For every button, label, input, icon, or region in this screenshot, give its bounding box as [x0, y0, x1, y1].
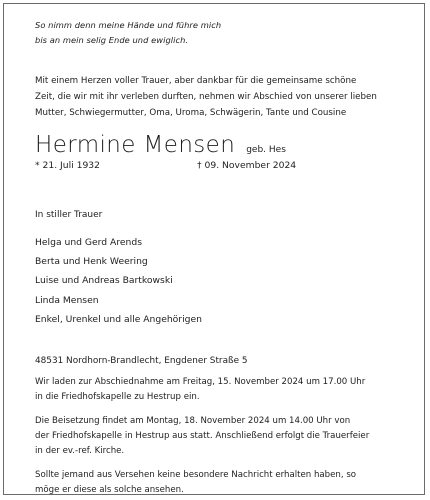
verse [35, 18, 405, 48]
life-dates [35, 160, 405, 175]
intro-text [35, 73, 405, 121]
verse-line: So nimm denn meine Hände und führe mich [35, 20, 222, 30]
mourner: Helga und Gerd Arends [35, 237, 142, 248]
burial-text [35, 414, 405, 459]
address: 48531 Nordhorn-Brandlecht, Engdener Straße 5 [35, 356, 248, 367]
burial-line: der Friedhofskapelle in Hestrup aus statt. Anschließend erfolgt die Trauerfeier [35, 431, 370, 442]
notice-line: möge er diese als solche ansehen. [35, 485, 184, 496]
notice-line: Sollte jemand aus Versehen keine besondere Nachricht erhalten haben, so [35, 470, 357, 481]
mourners-list [35, 233, 405, 329]
birth-date: * 21. Juli 1932 [35, 160, 100, 171]
maiden-name: geb. Hes [246, 145, 286, 155]
obituary-content [35, 18, 405, 498]
invitation-line: in die Friedhofskapelle zu Hestrup ein. [35, 392, 200, 403]
death-date: † 09. November 2024 [197, 160, 297, 171]
intro-line: Zeit, die wir mit ihr verleben durften, nehmen wir Abschied von unserer lieben [35, 92, 377, 102]
obituary-card [3, 3, 425, 495]
invitation-line: Wir laden zur Abschiednahme am Freitag, 15. November 2024 um 17.00 Uhr [35, 377, 366, 388]
mourner: Luise und Andreas Bartkowski [35, 275, 173, 287]
deceased-name: Hermine Mensen [35, 132, 236, 158]
verse-line: bis an mein selig Ende und ewiglich. [35, 35, 189, 45]
intro-line: Mutter, Schwiegermutter, Oma, Uroma, Schwägerin, Tante und Cousine [35, 108, 347, 118]
intro-line: Mit einem Herzen voller Trauer, aber dankbar für die gemeinsame schöne [35, 76, 357, 86]
mourner: Linda Mensen [35, 294, 99, 306]
mourning-label: In stiller Trauer [35, 210, 103, 220]
notice-text [35, 468, 405, 498]
burial-line: in der ev.-ref. Kirche. [35, 446, 125, 457]
mourner: Enkel, Urenkel und alle Angehörigen [35, 313, 202, 325]
mourner: Berta und Henk Weering [35, 256, 148, 268]
deceased-name-row [35, 132, 405, 158]
invitation-text [35, 375, 405, 405]
burial-line: Die Beisetzung findet am Montag, 18. November 2024 um 14.00 Uhr von [35, 416, 351, 427]
